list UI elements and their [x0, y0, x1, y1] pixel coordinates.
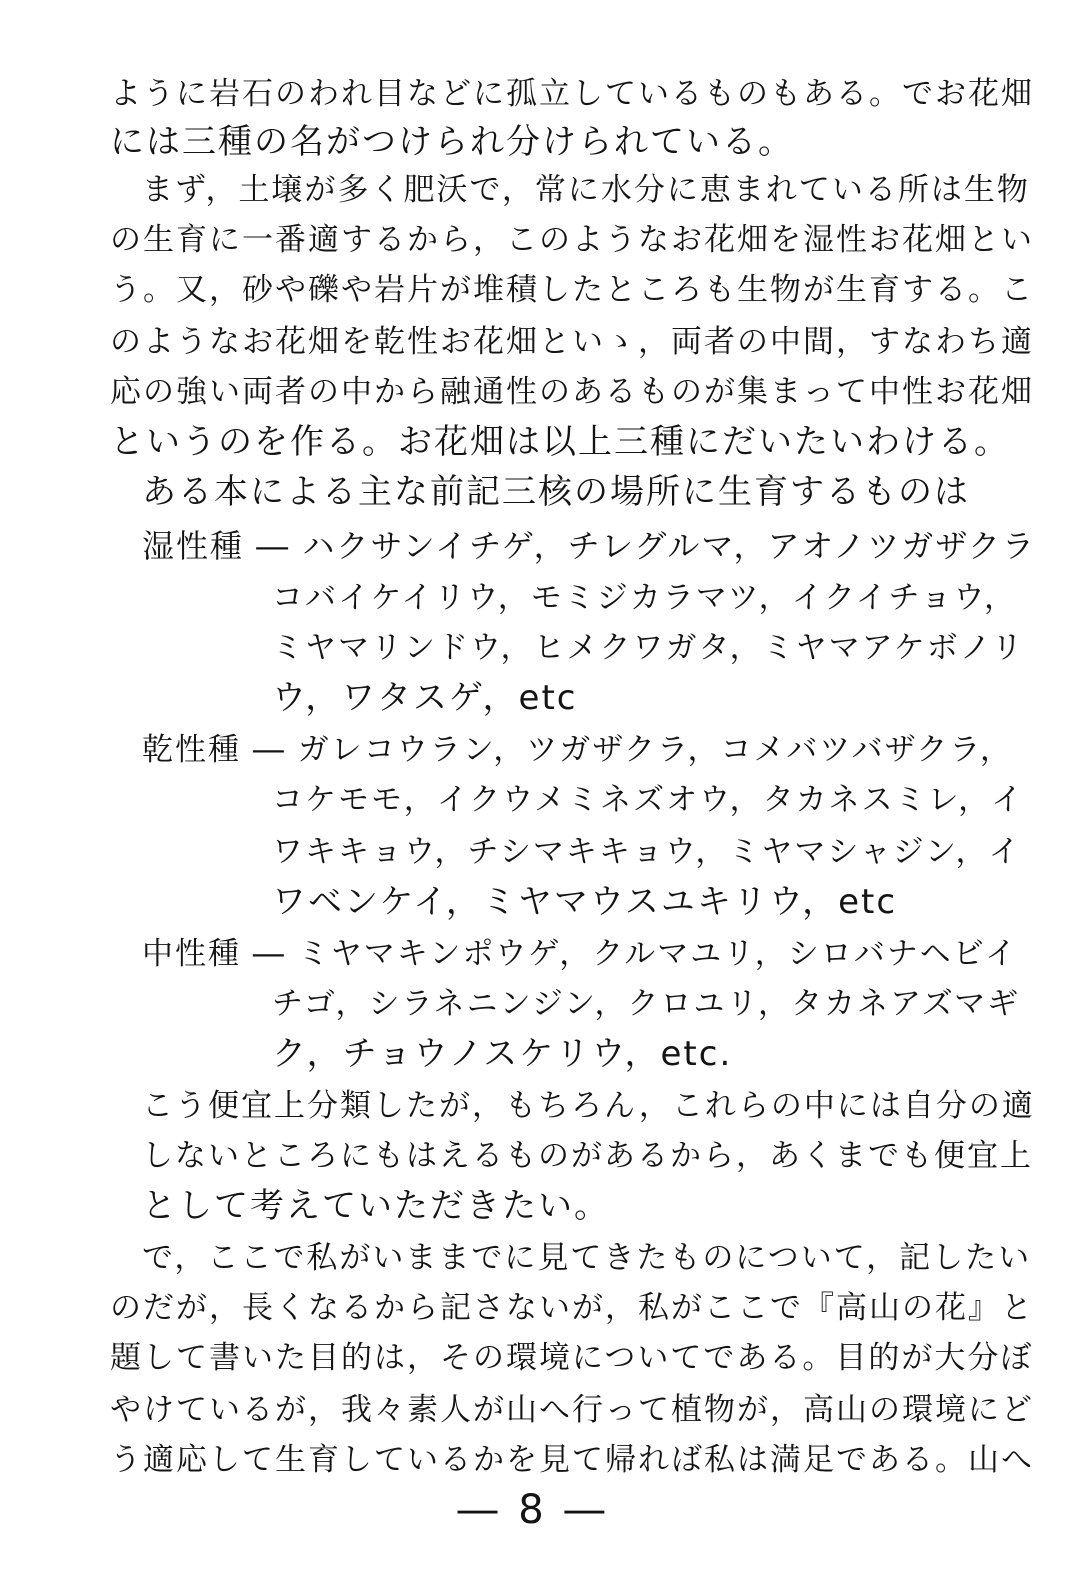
species-list-line: ミヤマリンドウ，ヒメクワガタ，ミヤマアケボノリ [272, 630, 1025, 666]
species-list-header-moist: 湿性種 ― ハクサンイチゲ，チレグルマ，アオノツガザクラ [142, 527, 1036, 565]
species-list-header-dry: 乾性種 ― ガレコウラン，ツガザクラ，コメバツバザクラ， [142, 732, 1013, 768]
text-line: の生育に一番適するから，このようなお花畑を湿性お花畑とい [110, 222, 1034, 258]
species-list-line: ワベンケイ，ミヤマウスユキリウ，etc [272, 882, 898, 922]
text-line: のようなお花畑を乾性お花畑といゝ，両者の中間，すなわち適 [110, 324, 1034, 360]
text-line: ように岩石のわれ目などに孤立しているものもある。でお花畑 [110, 76, 1034, 112]
species-list-header-neutral: 中性種 ― ミヤマキンポウゲ，クルマユリ，シロバナヘビイ [142, 936, 1018, 972]
text-line: う適応して生育しているかを見て帰れば私は満足である。山へ [110, 1442, 1034, 1478]
text-line: として考えていただきたい。 [142, 1186, 610, 1226]
text-line: で，ここで私がいままでに見てきたものについて，記したい [142, 1240, 1032, 1276]
species-list-line: チゴ，シラネニンジン，クロユリ，タカネアズマギ [272, 986, 1021, 1022]
text-line: こう便宜上分類したが，もちろん，これらの中には自分の適 [142, 1088, 1035, 1124]
text-line: まず，土壌が多く肥沃で，常に水分に恵まれている所は生物 [142, 172, 1030, 208]
text-line: ある本による主な前記三核の場所に生育するものは [142, 472, 970, 512]
species-list-line: コケモモ，イクウメミネズオウ，タカネスミレ，イ [272, 782, 1025, 818]
text-line: しないところにもはえるものがあるから，あくまでも便宜上 [142, 1138, 1033, 1174]
text-line: う。又，砂や礫や岩片が堆積したところも生物が生育する。こ [110, 272, 1034, 308]
text-line: には三種の名がつけられ分けられている。 [110, 122, 794, 162]
species-list-line: ク，チョウノスケリウ，etc. [272, 1034, 733, 1074]
species-list-line: ワキキョウ，チシマキキョウ，ミヤマシャジン，イ [272, 834, 1022, 870]
species-list-line: ウ，ワタスゲ，etc [272, 678, 578, 718]
text-line: というのを作る。お花畑は以上三種にだいたいわける。 [110, 422, 1010, 462]
species-list-line: コバイケイリウ，モミジカラマツ，イクイチョウ， [272, 580, 1018, 616]
text-line: 応の強い両者の中から融通性のあるものが集まって中性お花畑 [110, 374, 1034, 410]
text-line: 題して書いた目的は，その環境についてである。目的が大分ぼ [110, 1340, 1034, 1376]
text-line: やけているが，我々素人が山へ行って植物が，高山の環境にど [110, 1392, 1034, 1428]
page-number: ― 8 ― [457, 1487, 609, 1533]
text-line: のだが，長くなるから記さないが，私がここで『高山の花』と [110, 1290, 1034, 1326]
